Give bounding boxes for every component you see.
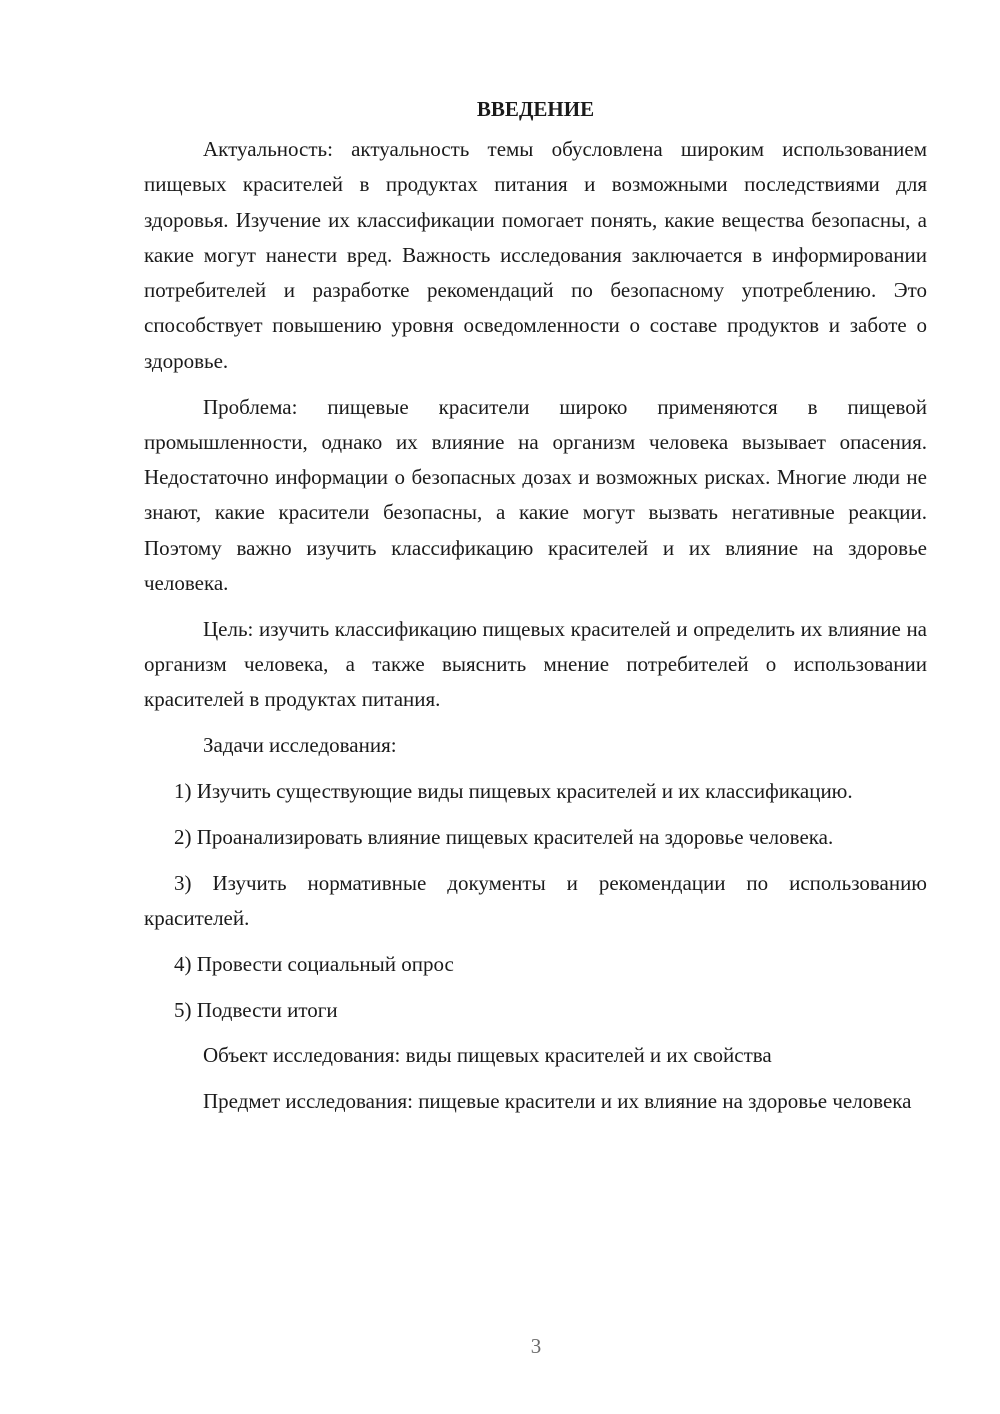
page-number: 3 <box>530 1334 542 1358</box>
relevance-paragraph: Актуальность: актуальность темы обусловлена широким использованием пищевых красителей в продуктах питания и возможными последствиями для здоровья. Изучение их классификации помогает понять, какие вещества безопасны, а какие могут нанести вред. Важность исследования заключается в информировании потребителей и разработке рекомендаций по безопасному употреблению. Это способствует повышению уровня осведомленности о составе продуктов и заботе о здоровье. <box>144 137 927 373</box>
task-item-5: 5) Подвести итоги <box>174 997 338 1022</box>
object-paragraph: Объект исследования: виды пищевых красителей и их свойства <box>203 1043 772 1068</box>
task-item-2: 2) Проанализировать влияние пищевых красителей на здоровье человека. <box>174 824 834 849</box>
subject-paragraph: Предмет исследования: пищевые красители и их влияние на здоровье человека <box>203 1089 912 1114</box>
task-item-3: 3) Изучить нормативные документы и рекомендации по использованию красителей. <box>144 870 927 930</box>
section-title: ВВЕДЕНИЕ <box>476 97 595 121</box>
task-item-4: 4) Провести социальный опрос <box>174 951 454 976</box>
problem-paragraph: Проблема: пищевые красители широко применяются в пищевой промышленности, однако их влияние на организм человека вызывает опасения. Недостаточно информации о безопасных дозах и возможных рисках. Многие люди не знают, какие красители безопасны, а какие могут вызвать негативные реакции. Поэтому важно изучить классификацию красителей и их влияние на здоровье человека. <box>144 394 927 596</box>
task-item-1: 1) Изучить существующие виды пищевых красителей и их классификацию. <box>174 779 853 804</box>
tasks-heading: Задачи исследования: <box>203 733 397 758</box>
goal-paragraph: Цель: изучить классификацию пищевых красителей и определить их влияние на организм человека, а также выяснить мнение потребителей о использовании красителей в продуктах питания. <box>144 616 927 712</box>
document-page <box>144 92 927 1130</box>
